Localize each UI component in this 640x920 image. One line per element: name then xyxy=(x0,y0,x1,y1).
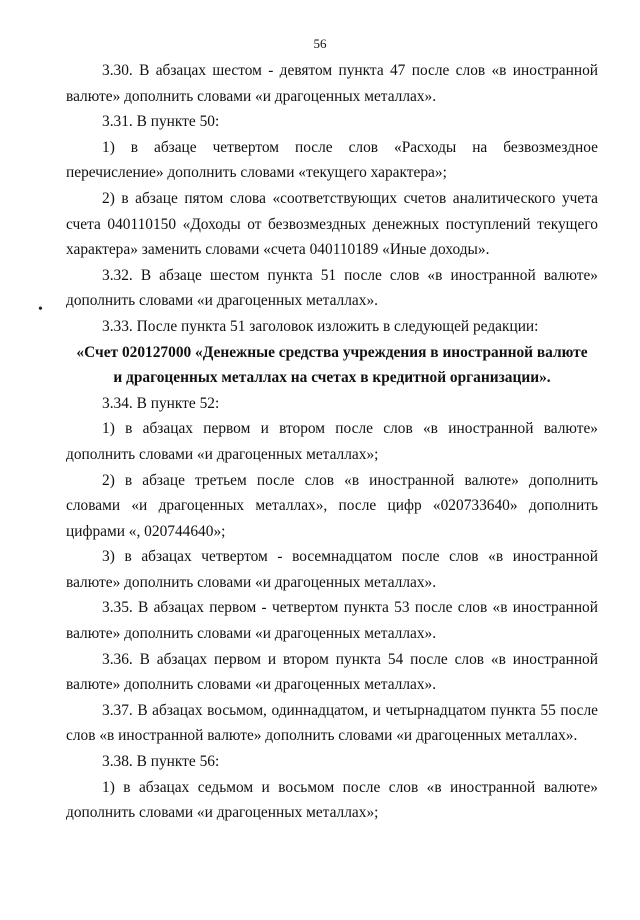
paragraph-3-37: 3.37. В абзацах восьмом, одиннадцатом, и четырнадцатом пункта 55 после слов «в иностранной валюте» дополнить словами «и драгоценных металлах». xyxy=(66,701,598,745)
paragraph-3-31: 3.31. В пункте 50: xyxy=(102,113,220,131)
paragraph-3-31-1: 1) в абзаце четвертом после слов «Расходы на безвозмездное перечисление» дополнить словами «текущего характера»; xyxy=(66,138,598,182)
paragraph-3-33: 3.33. После пункта 51 заголовок изложить в следующей редакции: xyxy=(102,317,539,335)
page-number: 56 xyxy=(313,36,327,51)
paragraph-3-34: 3.34. В пункте 52: xyxy=(102,394,220,412)
paragraph-3-36: 3.36. В абзацах первом и втором пункта 54 после слов «в иностранной валюте» дополнить словами «и драгоценных металлах». xyxy=(66,650,598,694)
paragraph-3-30: 3.30. В абзацах шестом - девятом пункта 47 после слов «в иностранной валюте» дополнить словами «и драгоценных металлах». xyxy=(66,62,598,105)
paragraph-3-38: 3.38. В пункте 56: xyxy=(102,753,220,771)
scan-speck: • xyxy=(38,302,43,317)
account-heading-line-2: и драгоценных металлах на счетах в кредитной организации». xyxy=(113,369,551,387)
paragraph-3-35: 3.35. В абзацах первом - четвертом пункта 53 после слов «в иностранной валюте» дополнить словами «и драгоценных металлах». xyxy=(66,599,598,643)
account-heading xyxy=(66,340,598,391)
paragraph-3-34-1: 1) в абзацах первом и втором после слов «в иностранной валюте» дополнить словами «и драгоценных металлах»; xyxy=(66,420,598,463)
paragraph-3-32: 3.32. В абзаце шестом пункта 51 после слов «в иностранной валюте» дополнить словами «и драгоценных металлах». xyxy=(66,266,598,310)
document-body xyxy=(66,58,598,826)
paragraph-3-31-2: 2) в абзаце пятом слова «соответствующих счетов аналитического учета счета 040110150 «Доходы от безвозмездных денежных поступлений текущего характера» заменить словами «счета 040110189 «Иные доходы». xyxy=(66,189,598,259)
account-heading-line-1: «Счет 020127000 «Денежные средства учреждения в иностранной валюте xyxy=(76,343,588,361)
paragraph-3-38-1: 1) в абзацах седьмом и восьмом после слов «в иностранной валюте» дополнить словами «и драгоценных металлах»; xyxy=(66,778,598,822)
paragraph-3-34-2: 2) в абзаце третьем после слов «в иностранной валюте» дополнить словами «и драгоценных металлах», после цифр «020733640» дополнить цифрами «, 020744640»; xyxy=(66,471,598,540)
paragraph-3-34-3: 3) в абзацах четвертом - восемнадцатом после слов «в иностранной валюте» дополнить словами «и драгоценных металлах». xyxy=(66,548,598,591)
